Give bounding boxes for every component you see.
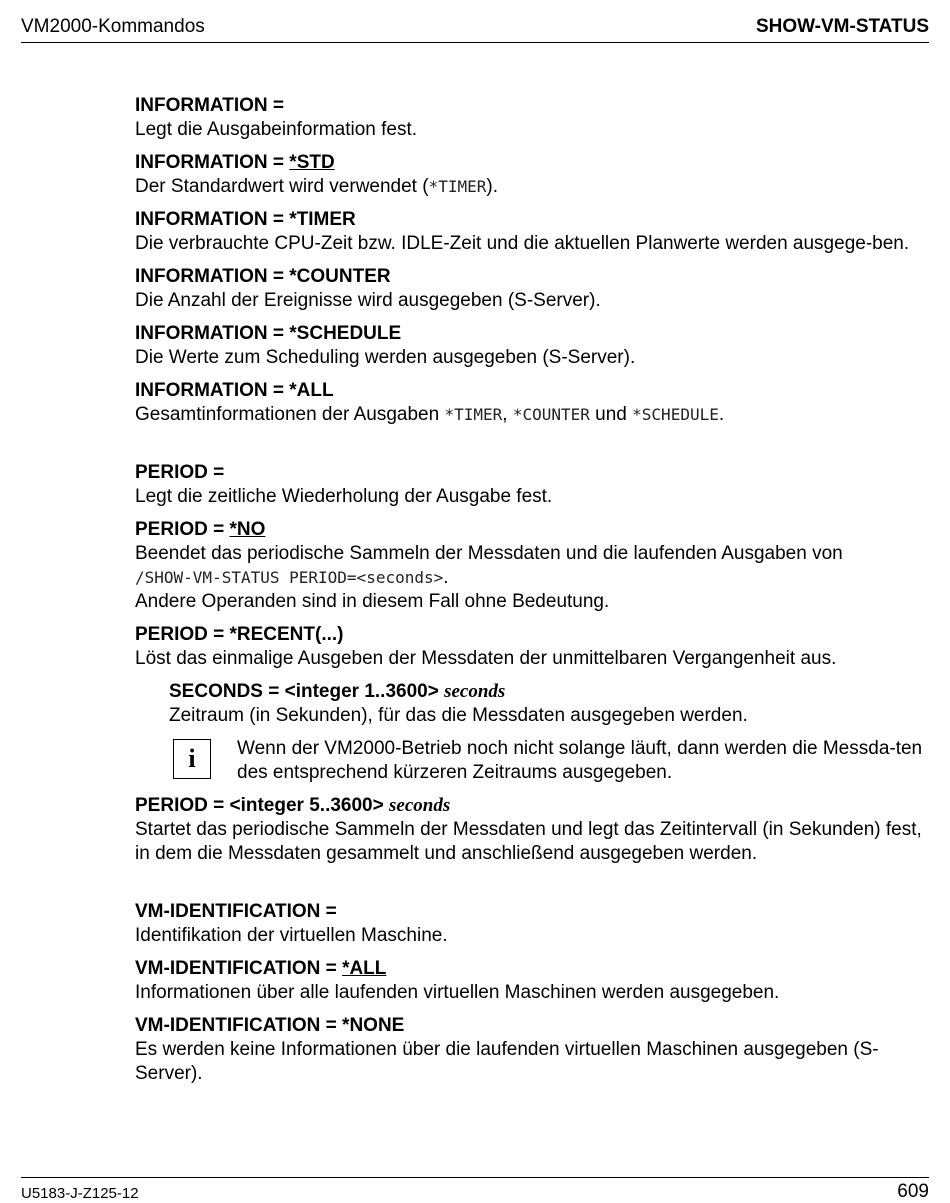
page-header (21, 14, 929, 43)
operand-information-schedule (135, 322, 925, 370)
section-gap (135, 875, 925, 900)
operand-information-all (135, 379, 925, 427)
suboperand-seconds (169, 680, 925, 728)
operand-information (135, 94, 925, 142)
operand-desc: Es werden keine Informationen über die laufenden virtuellen Maschinen ausgegeben (S-Server). (135, 1039, 879, 1084)
operand-period (135, 461, 925, 509)
header-chapter: VM2000-Kommandos (21, 16, 205, 37)
info-note-text: Wenn der VM2000-Betrieb noch nicht solange läuft, dann werden die Messda-ten des entsprechend kürzeren Zeitraums ausgegeben. (237, 738, 923, 783)
section-gap (135, 436, 925, 461)
page-footer (21, 1177, 929, 1200)
default-value: *ALL (342, 958, 387, 979)
operand-title: PERIOD = (135, 462, 225, 483)
operand-title: INFORMATION = *STD (135, 152, 335, 173)
operand-title: INFORMATION = *COUNTER (135, 266, 391, 287)
operand-vmid (135, 900, 925, 948)
operand-title: PERIOD = *RECENT(...) (135, 624, 344, 645)
operand-period-recent (135, 623, 925, 671)
operand-desc: Die verbrauchte CPU-Zeit bzw. IDLE-Zeit und die aktuellen Planwerte werden ausgege-ben. (135, 233, 910, 254)
operand-title: PERIOD = <integer 5..3600> seconds (135, 795, 451, 816)
default-value: *NO (229, 519, 266, 540)
operand-title: INFORMATION = *SCHEDULE (135, 323, 402, 344)
page-number: 609 (897, 1181, 929, 1202)
code-text: *TIMER (428, 177, 487, 196)
page-body (135, 94, 925, 1095)
operand-title: VM-IDENTIFICATION = (135, 901, 337, 922)
operand-desc: Der Standardwert wird verwendet (*TIMER). (135, 176, 498, 197)
operand-desc: Die Werte zum Scheduling werden ausgegeben (S-Server). (135, 347, 636, 368)
operand-title: INFORMATION = *TIMER (135, 209, 356, 230)
default-value: *STD (289, 152, 335, 173)
operand-vmid-all (135, 957, 925, 1005)
info-note (169, 737, 925, 785)
code-text: *TIMER (444, 405, 503, 424)
operand-information-timer (135, 208, 925, 256)
operand-title: INFORMATION = *ALL (135, 380, 334, 401)
code-text: *COUNTER (512, 405, 590, 424)
operand-information-std (135, 151, 925, 199)
operand-desc: Identifikation der virtuellen Maschine. (135, 925, 448, 946)
operand-desc: Legt die Ausgabeinformation fest. (135, 119, 418, 140)
operand-period-no (135, 518, 925, 614)
operand-title: INFORMATION = (135, 95, 285, 116)
operand-vmid-none (135, 1014, 925, 1086)
operand-desc: Gesamtinformationen der Ausgaben *TIMER, *COUNTER und *SCHEDULE. (135, 404, 725, 425)
operand-title: SECONDS = <integer 1..3600> seconds (169, 681, 506, 702)
operand-period-integer (135, 794, 925, 866)
code-text: /SHOW-VM-STATUS PERIOD=<seconds> (135, 568, 444, 587)
operand-desc: Informationen über alle laufenden virtuellen Maschinen werden ausgegeben. (135, 982, 780, 1003)
unit-label: seconds (444, 681, 506, 702)
operand-desc: Löst das einmalige Ausgeben der Messdaten der unmittelbaren Vergangenheit aus. (135, 648, 837, 669)
operand-desc: Die Anzahl der Ereignisse wird ausgegeben (S-Server). (135, 290, 601, 311)
header-command: SHOW-VM-STATUS (755, 16, 929, 37)
unit-label: seconds (389, 795, 451, 816)
operand-desc: Zeitraum (in Sekunden), für das die Messdaten ausgegeben werden. (169, 705, 748, 726)
operand-desc-code-line: /SHOW-VM-STATUS PERIOD=<seconds>. (135, 567, 449, 588)
document-id: U5183-J-Z125-12 (21, 1185, 139, 1202)
operand-information-counter (135, 265, 925, 313)
operand-desc: Startet das periodische Sammeln der Messdaten und legt das Zeitintervall (in Sekunden) fest, in dem die Messdaten gesammelt und anschließend ausgegeben werden. (135, 819, 922, 864)
operand-title: VM-IDENTIFICATION = *NONE (135, 1015, 405, 1036)
operand-title: VM-IDENTIFICATION = *ALL (135, 958, 387, 979)
operand-desc: Beendet das periodische Sammeln der Messdaten und die laufenden Ausgaben von (135, 543, 843, 564)
operand-desc: Andere Operanden sind in diesem Fall ohne Bedeutung. (135, 591, 610, 612)
operand-desc: Legt die zeitliche Wiederholung der Ausgabe fest. (135, 486, 553, 507)
info-icon: i (173, 739, 211, 779)
code-text: *SCHEDULE (632, 405, 719, 424)
operand-title: PERIOD = *NO (135, 519, 266, 540)
